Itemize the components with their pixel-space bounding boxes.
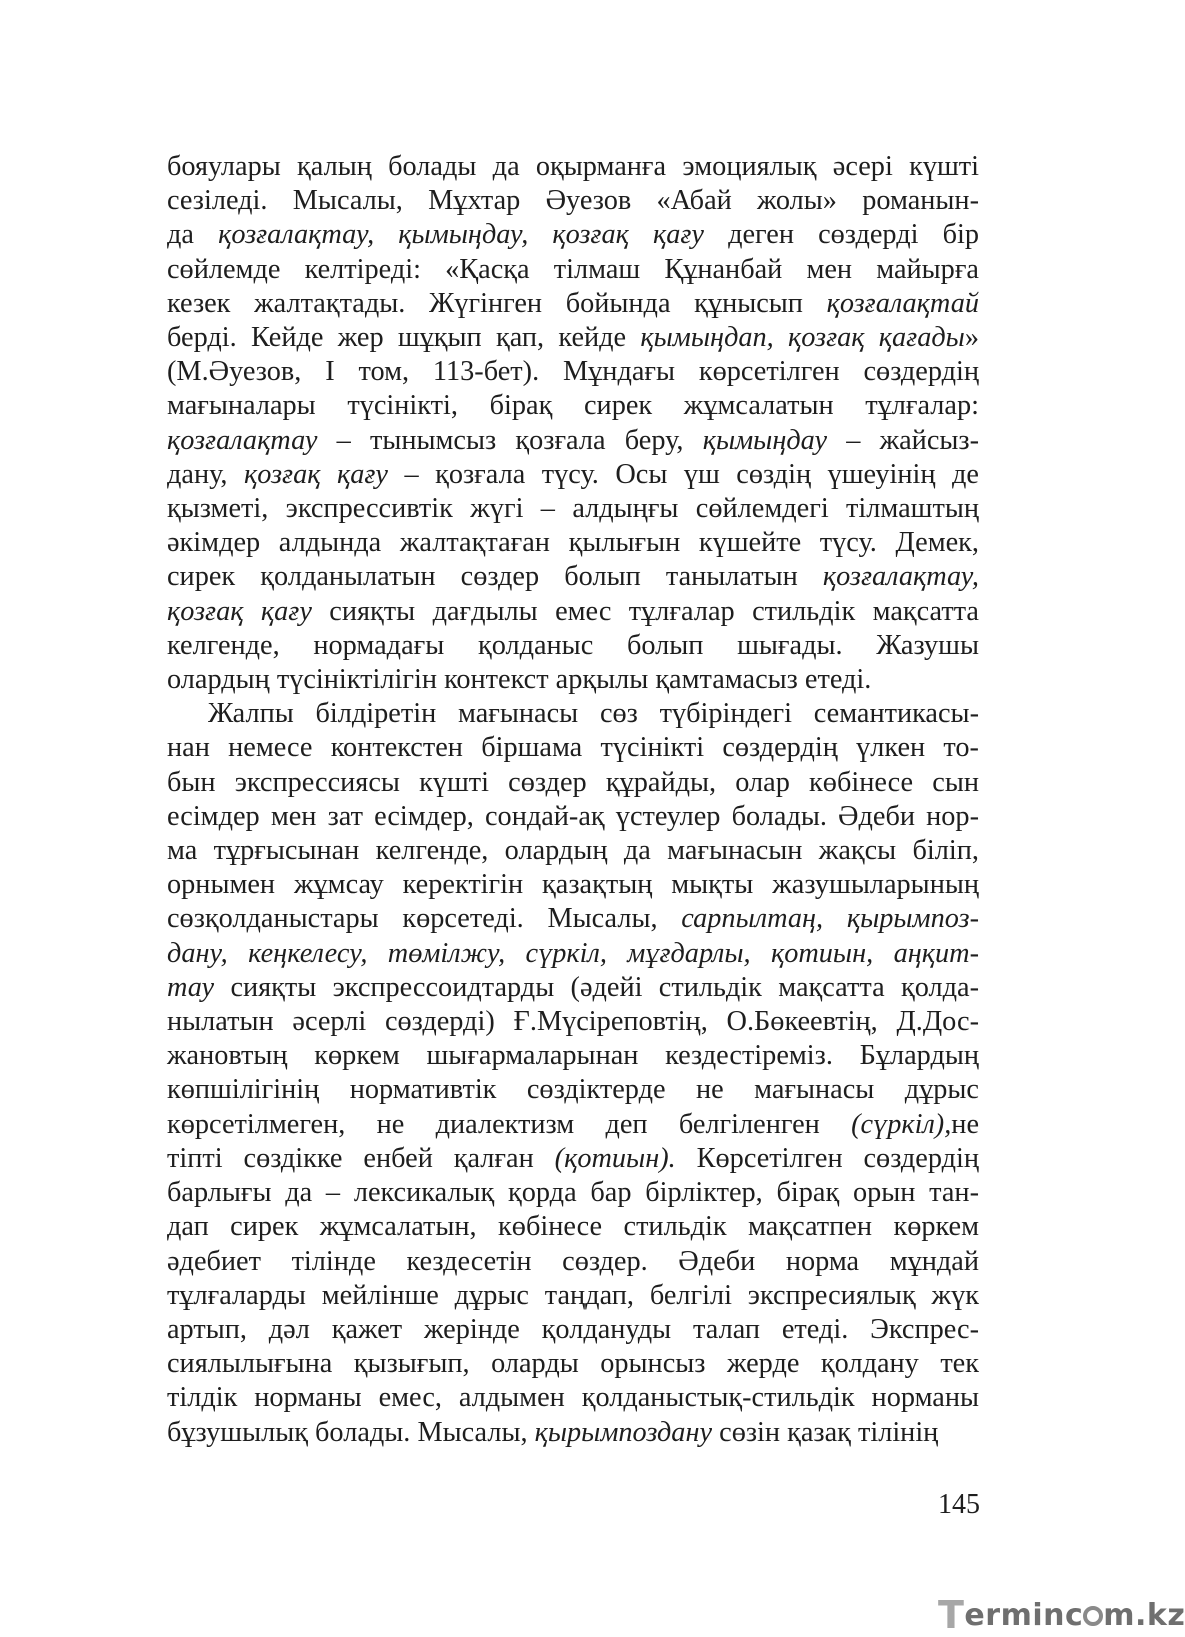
text-line <box>167 971 979 1005</box>
text-line <box>167 834 979 868</box>
text-run: сөзқолданыстары көрсетеді. Мысалы, <box>167 903 682 935</box>
italic-term: (қотиын). <box>554 1142 676 1174</box>
italic-term: қымыңдау <box>702 424 828 456</box>
text-run: нылатын әсерлі сөздерді) Ғ.Мүсіреповтің, О.Бөкеевтің, Д.Дос- <box>167 1006 979 1038</box>
text-line <box>167 253 979 287</box>
paragraph-2 <box>167 697 979 1449</box>
text-line <box>167 697 979 731</box>
watermark-text-end: m.kz <box>1103 1598 1185 1633</box>
text-line <box>167 766 979 800</box>
text-run: сөзін қазақ тілінің <box>712 1416 939 1448</box>
text-run: – тынымсыз қозғала беру, <box>317 424 703 456</box>
text-run: дап сирек жұмсалатын, көбінесе стильдік мақсатпен көркем <box>167 1211 979 1243</box>
text-line <box>167 1381 979 1415</box>
text-run: » <box>964 322 979 354</box>
italic-term: қозғалақтай <box>826 287 979 319</box>
text-line <box>167 1176 979 1210</box>
text-line <box>167 902 979 936</box>
text-run: тіпті сөздікке енбей қалған <box>167 1142 555 1174</box>
text-run: нан немесе контекстен біршама түсінікті сөздердің үлкен то- <box>167 732 979 764</box>
italic-term: қозғақ қағу <box>244 458 388 490</box>
text-line <box>167 1313 979 1347</box>
text-run: бұзушылық болады. Мысалы, <box>167 1416 535 1448</box>
italic-term: қозғалақтау <box>167 424 318 456</box>
watermark-letter-c: c <box>1064 1598 1084 1633</box>
text-line <box>167 1245 979 1279</box>
text-run: бын экспрессиясы күшті сөздер құрайды, олар көбінесе сын <box>167 766 979 798</box>
text-line <box>167 1039 979 1073</box>
text-run: әкімдер алдында жалтақтаған қылығын күшейте түсу. Демек, <box>167 527 979 559</box>
italic-term: қымыңдап, қозғақ қағады <box>640 322 965 354</box>
italic-term: (сүркіл), <box>851 1108 952 1140</box>
text-line <box>167 629 979 663</box>
text-line <box>167 868 979 902</box>
italic-term: қозғақ қағу <box>167 595 312 627</box>
text-line <box>167 1073 979 1107</box>
text-line <box>167 1142 979 1176</box>
text-run: барлығы да – лексикалық қорда бар бірліктер, бірақ орын тан- <box>167 1177 979 1209</box>
text-run: – қозғала түсу. Осы үш сөздің үшеуінің де <box>387 458 979 490</box>
text-run: сезіледі. Мысалы, Мұхтар Әуезов «Абай жолы» романын- <box>167 185 979 217</box>
text-line <box>167 1210 979 1244</box>
text-run: қызметі, экспрессивтік жүгі – алдыңғы сөйлемдегі тілмаштың <box>167 493 979 525</box>
text-line <box>167 1279 979 1313</box>
text-run: дану, <box>167 458 244 490</box>
text-run: сияқты дағдылы емес тұлғалар стильдік мақсатта <box>311 595 979 627</box>
text-run: көпшілігінің нормативтік сөздіктерде не мағынасы дұрыс <box>167 1074 979 1106</box>
italic-term: сарпылтаң, қырымпоз- <box>681 903 979 935</box>
italic-term: қозғалақтау, <box>822 561 979 593</box>
text-run: не <box>951 1108 979 1140</box>
text-line <box>167 1416 979 1450</box>
italic-term: қозғалақтау, қымыңдау, қозғақ қағу <box>218 219 704 251</box>
text-line <box>167 389 979 423</box>
text-line <box>167 526 979 560</box>
text-run: мағыналары түсінікті, бірақ сирек жұмсалатын тұлғалар: <box>167 390 979 422</box>
watermark-letter-t: T <box>938 1593 965 1637</box>
text-line <box>167 731 979 765</box>
watermark-o-circle-icon <box>1083 1606 1103 1626</box>
text-run: сияқты экспрессоидтарды (әдейі стильдік мақсатта қолда- <box>214 971 979 1003</box>
text-run: деген сөздерді бір <box>703 219 979 251</box>
text-run: ма тұрғысынан келгенде, олардың да мағынасын жақсы біліп, <box>167 835 979 867</box>
italic-term: тау <box>167 971 215 1003</box>
text-line <box>167 937 979 971</box>
text-line <box>167 1108 979 1142</box>
text-line <box>167 287 979 321</box>
text-run: Көрсетілген сөздердің <box>675 1142 980 1174</box>
text-line <box>167 1005 979 1039</box>
text-line <box>167 1347 979 1381</box>
text-line <box>167 560 979 594</box>
text-line <box>167 424 979 458</box>
text-run: сөйлемде келтіреді: «Қасқа тілмаш Құнанбай мен майырға <box>167 253 979 285</box>
text-run: тұлғаларды мейлінше дұрыс таңдап, белгілі экспресиялық жүк <box>167 1279 979 1311</box>
italic-term: қырымпоздану <box>534 1416 713 1448</box>
text-run: бояулары қалың болады да оқырманға эмоциялық әсері күшті <box>167 151 979 182</box>
text-run: (М.Әуезов, І том, 113-бет). Мұндағы көрсетілген сөздердің <box>167 356 979 388</box>
watermark-text-mid: ermin <box>964 1598 1065 1633</box>
italic-term: дану, кеңкелесу, төмілжу, сүркіл, мұғдарлы, қотиын, аңқит- <box>167 937 979 969</box>
paragraph-1 <box>167 150 979 697</box>
text-run: есімдер мен зат есімдер, сондай-ақ үстеулер болады. Әдеби нор- <box>167 800 979 832</box>
text-run: – жайсыз- <box>827 424 979 456</box>
text-run: орнымен жұмсау керектігін қазақтың мықты жазушыларының <box>167 869 979 901</box>
text-line <box>167 800 979 834</box>
text-run: артып, дәл қажет жерінде қолдануды талап етеді. Экспрес- <box>167 1313 979 1345</box>
text-line <box>167 595 979 629</box>
text-run: әдебиет тілінде кездесетін сөздер. Әдеби норма мұндай <box>167 1245 979 1277</box>
text-line <box>167 663 979 697</box>
text-run: сирек қолданылатын сөздер болып танылатын <box>167 561 823 593</box>
text-line <box>167 150 979 184</box>
text-line <box>167 218 979 252</box>
text-run: берді. Кейде жер шұқып қап, кейде <box>167 322 641 354</box>
text-line <box>167 184 979 218</box>
text-run: Жалпы білдіретін мағынасы сөз түбіріндегі семантикасы- <box>208 698 979 730</box>
text-run: кезек жалтақтады. Жүгінген бойында құнысып <box>167 287 827 319</box>
text-run: келгенде, нормадағы қолданыс болып шығады. Жазушы <box>167 629 979 661</box>
text-line <box>167 321 979 355</box>
text-line <box>167 355 979 389</box>
page-number: 145 <box>938 1489 980 1520</box>
text-run: да <box>167 219 219 251</box>
termincom-watermark-logo <box>938 1590 1185 1637</box>
text-run: көрсетілмеген, не диалектизм деп белгіленген <box>167 1108 852 1140</box>
text-line <box>167 492 979 526</box>
page-body <box>167 150 979 1450</box>
text-run: жановтың көркем шығармаларынан кездестіреміз. Бұлардың <box>167 1040 979 1072</box>
text-run: тілдік норманы емес, алдымен қолданыстық-стильдік норманы <box>167 1382 979 1414</box>
text-line <box>167 458 979 492</box>
text-run: сиялылығына қызығып, оларды орынсыз жерде қолдану тек <box>167 1348 979 1380</box>
text-run: олардың түсініктілігін контекст арқылы қамтамасыз етеді. <box>167 664 872 696</box>
